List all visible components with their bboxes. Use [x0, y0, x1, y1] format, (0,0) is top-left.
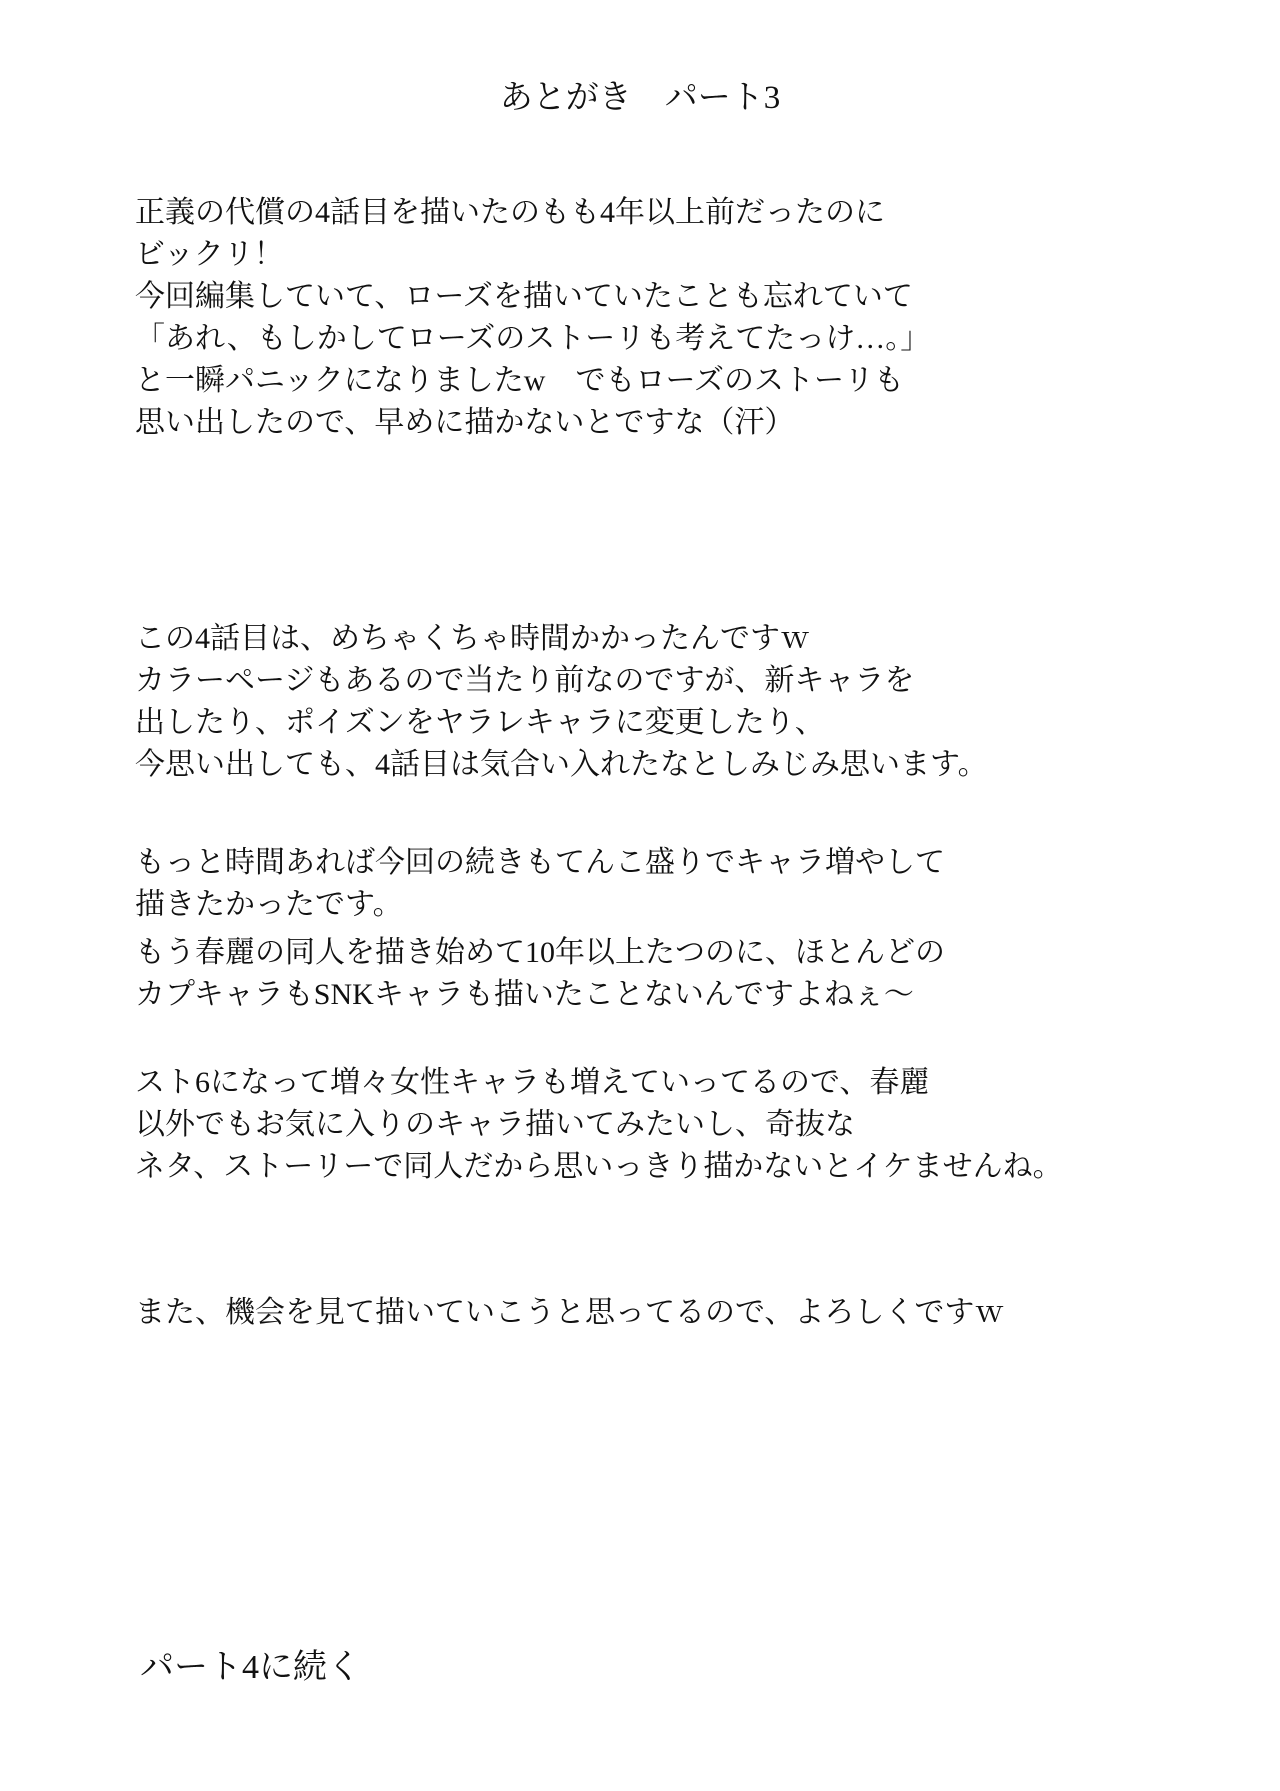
- text-line: もっと時間あれば今回の続きもてんこ盛りでキャラ増やして: [135, 846, 945, 879]
- text-line: スト6になって増々女性キャラも増えていってるので、春麗: [135, 1066, 930, 1099]
- text-line: 描きたかったです。: [135, 888, 403, 921]
- text-line: 「あれ、もしかしてローズのストーリも考えてたっけ…。」: [135, 322, 931, 355]
- paragraph: [135, 1292, 1215, 1334]
- text-line: 正義の代償の4話目を描いたのもも4年以上前だったのに: [135, 196, 885, 229]
- text-line: 出したり、ポイズンをヤラレキャラに変更したり、: [135, 706, 825, 739]
- footer-continuation: パート4に続く: [140, 1649, 361, 1686]
- text-line: カプキャラもSNKキャラも描いたことないんですよねぇ～: [135, 978, 914, 1011]
- paragraph: [135, 842, 1215, 926]
- text-line: と一瞬パニックになりましたw でもローズのストーリも: [135, 364, 904, 397]
- text-line: また、機会を見て描いていこうと思ってるので、よろしくですｗ: [135, 1296, 1005, 1329]
- text-line: ビックリ！: [135, 238, 284, 271]
- text-line: もう春麗の同人を描き始めて10年以上たつのに、ほとんどの: [135, 936, 945, 969]
- paragraph: [135, 192, 1215, 444]
- paragraph: [135, 618, 1215, 786]
- paragraph: [135, 1062, 1215, 1188]
- page-title: あとがき パート3: [499, 80, 781, 116]
- text-line: 思い出したので、早めに描かないとですな（汗）: [135, 406, 795, 439]
- text-line: この4話目は、めちゃくちゃ時間かかったんですｗ: [135, 622, 810, 655]
- paragraph: [135, 932, 1215, 1016]
- text-line: カラーページもあるので当たり前なのですが、新キャラを: [135, 664, 915, 697]
- text-line: 今思い出しても、4話目は気合い入れたなとしみじみ思います。: [135, 748, 988, 781]
- text-line: 以外でもお気に入りのキャラ描いてみたいし、奇抜な: [135, 1108, 855, 1141]
- text-line: ネタ、ストーリーで同人だから思いっきり描かないとイケませんね。: [135, 1150, 1063, 1183]
- text-line: 今回編集していて、ローズを描いていたことも忘れていて: [135, 280, 913, 313]
